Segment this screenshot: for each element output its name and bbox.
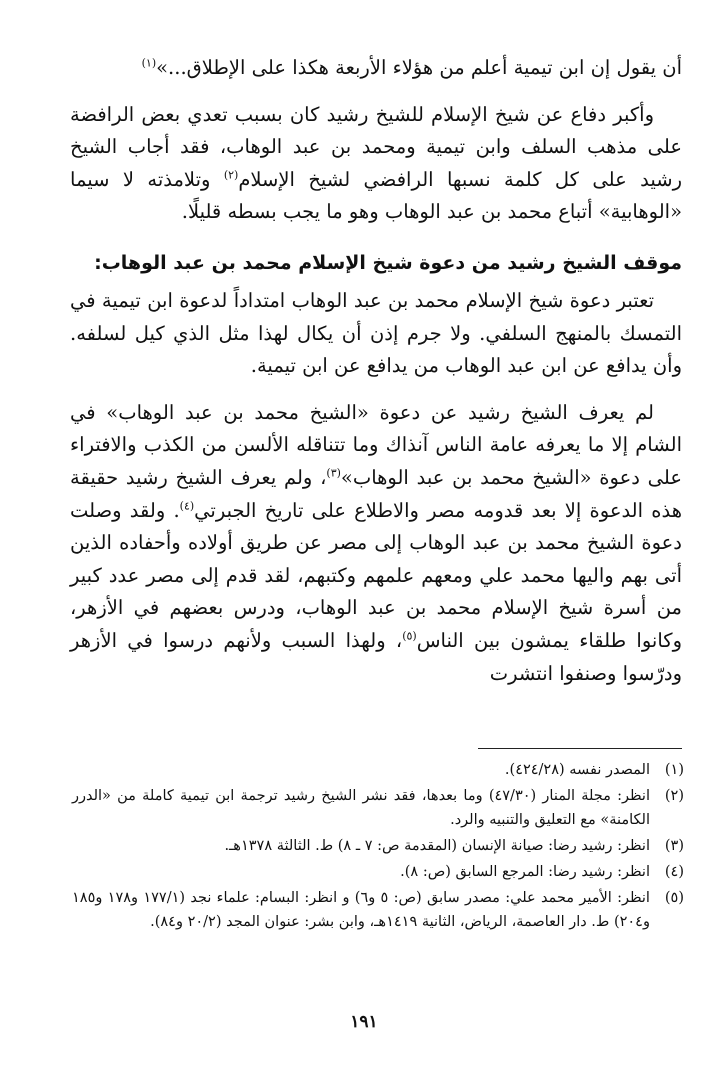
section-heading: موقف الشيخ رشيد من دعوة شيخ الإسلام محمد بن عبد الوهاب: xyxy=(94,251,682,274)
paragraph-knowledge: لم يعرف الشيخ رشيد عن دعوة «الشيخ محمد بن عبد الوهاب» في الشام إلا ما يعرفه عامة الناس آنذاك وما تتناقله الألسن من الكذب والافتراء على دعوة «الشيخ محمد بن عبد الوهاب»$^{(٣)}$، ولم يعرف الشيخ رشيد حقيقة هذه الدعوة إلا بعد قدومه مصر والاطلاع على تاريخ الجبرتي$^{(٤)}$. ولقد وصلت دعوة الشيخ محمد بن عبد الوهاب إلى مصر عن طريق أولاده وأحفاده الذين أتى بهم واليها محمد علي ومعهم علمهم وكتبهم، لقد قدم إلى مصر عدد كبير من أسرة شيخ الإسلام محمد بن عبد الوهاب، ودرس بعضهم في الأزهر، وكانوا طلقاء يمشون بين الناس$^{(٥)}$، ولهذا السبب ولأنهم درسوا في الأزهر ودرّسوا وصنفوا انتشرت xyxy=(70,400,682,685)
paragraph-defense: وأكبر دفاع عن شيخ الإسلام للشيخ رشيد كان بسبب تعدي بعض الرافضة على مذهب السلف وابن تيمية ومحمد بن عبد الوهاب، فقد أجاب الشيخ رشيد على كل كلمة نسبها الرافضي لشيخ الإسلام$^{(٢)}$ وتلامذته لا سيما «الوهابية» أتباع محمد بن عبد الوهاب وهو ما يجب بسطه قليلًا. xyxy=(70,102,682,224)
footnote-ref-2[interactable]: (٢) xyxy=(223,168,239,182)
footnote-number: (٢) xyxy=(664,788,684,804)
page-number: ١٩١ xyxy=(350,1012,378,1032)
footnote-number: (٤) xyxy=(664,864,684,880)
footnote-text: المصدر نفسه (٤٢٤/٢٨). xyxy=(504,762,650,778)
paragraph-continuation: أن يقول إن ابن تيمية أعلم من هؤلاء الأربعة هكذا على الإطلاق...»$^{(١)}$ xyxy=(141,56,682,79)
footnote-item xyxy=(72,886,684,934)
footnote-item xyxy=(72,834,684,858)
footnote-text: انظر: الأمير محمد علي: مصدر سابق (ص: ٥ و٦) و انظر: البسام: علماء نجد (١٧٧/١ و١٧٨ و١٨٥ و٢٠٤) ط. دار العاصمة، الرياض، الثانية ١٤١٩هـ، وابن بشر: عنوان المجد (٢٠/٢ و٨٤). xyxy=(72,890,650,930)
footnote-item xyxy=(72,784,684,832)
footnote-item xyxy=(72,860,684,884)
footnote-number: (٥) xyxy=(664,890,684,906)
footnote-divider xyxy=(478,748,682,749)
footnote-item xyxy=(72,758,684,782)
footnote-text: انظر: مجلة المنار (٤٧/٣٠) وما بعدها، فقد نشر الشيخ رشيد ترجمة ابن تيمية كاملة من «الدرر الكامنة» مع التعليق والتنبيه والرد. xyxy=(72,788,650,828)
footnote-ref-4[interactable]: (٤) xyxy=(179,499,195,513)
footnote-text: انظر: رشيد رضا: صيانة الإنسان (المقدمة ص: ٧ ـ ٨) ط. الثالثة ١٣٧٨هـ. xyxy=(224,838,650,854)
footnote-ref-1[interactable]: (١) xyxy=(141,56,157,70)
footnote-ref-3[interactable]: (٣) xyxy=(326,466,341,480)
footnotes xyxy=(72,758,684,936)
footnote-ref-5[interactable]: (٥) xyxy=(402,629,417,643)
footnote-number: (١) xyxy=(664,762,684,778)
page-body xyxy=(70,52,682,690)
paragraph-extension: تعتبر دعوة شيخ الإسلام محمد بن عبد الوهاب امتداداً لدعوة ابن تيمية في التمسك بالمنهج السلفي. ولا جرم إذن أن يكال لهذا مثل الذي كيل لسلفه. وأن يدافع عن ابن عبد الوهاب من يدافع عن ابن تيمية. xyxy=(70,288,682,378)
footnote-text: انظر: رشيد رضا: المرجع السابق (ص: ٨). xyxy=(400,864,650,880)
footnote-number: (٣) xyxy=(664,838,684,854)
